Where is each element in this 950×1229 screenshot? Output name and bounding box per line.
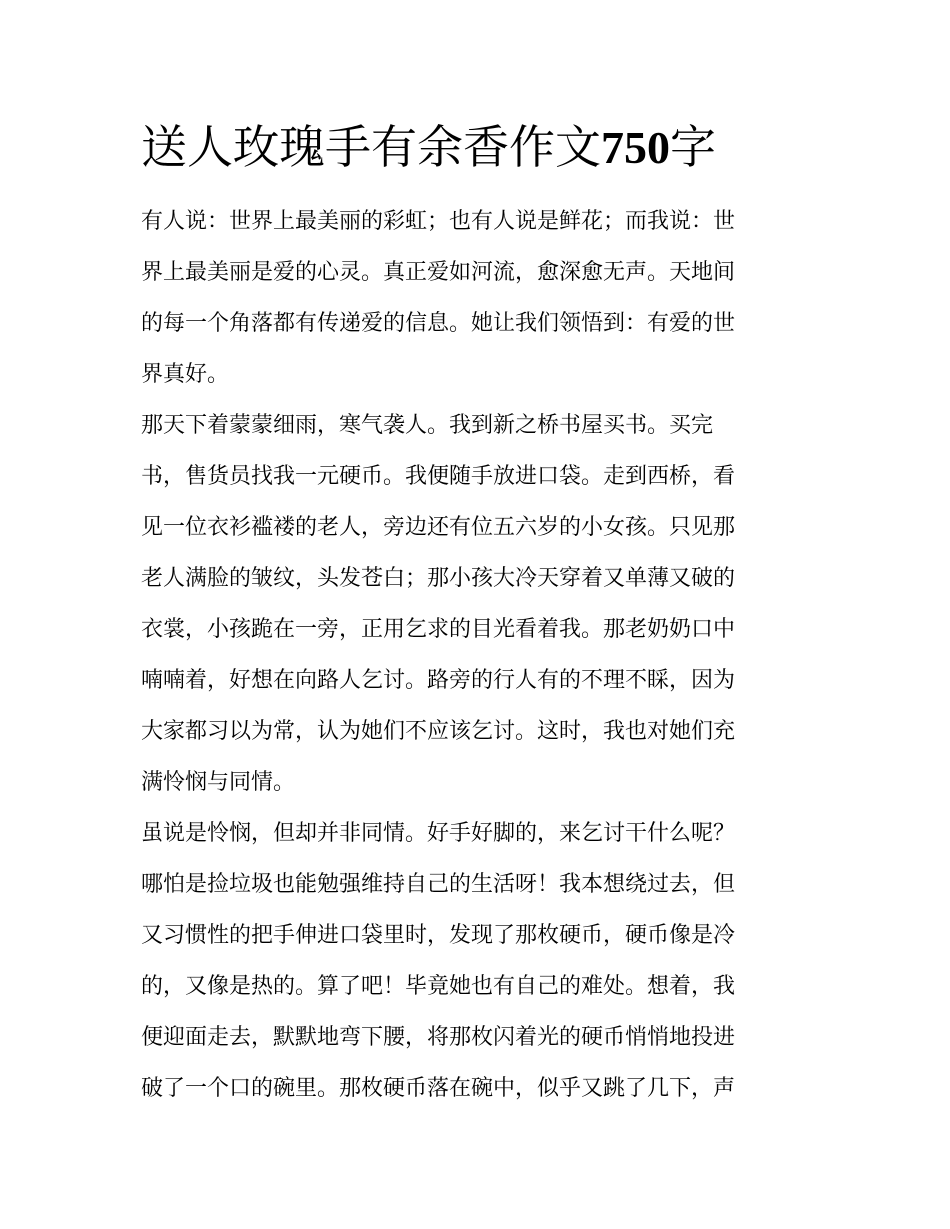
title-number: 750 <box>601 122 670 173</box>
paragraph-3 <box>141 808 811 1114</box>
text-line: 的每一个角落都有传递爱的信息。她让我们领悟到：有爱的世 <box>141 311 736 336</box>
paragraph-1 <box>141 196 811 400</box>
text-line: 界上最美丽是爱的心灵。真正爱如河流，愈深愈无声。天地间 <box>141 260 736 285</box>
text-line: 老人满脸的皱纹，头发苍白；那小孩大冷天穿着又单薄又破的 <box>141 566 736 591</box>
text-line: 那天下着蒙蒙细雨，寒气袭人。我到新之桥书屋买书。买完 <box>141 413 714 438</box>
title-main: 送人玫瑰手有余香作文 <box>141 120 601 174</box>
text-line: 喃喃着，好想在向路人乞讨。路旁的行人有的不理不睬，因为 <box>141 668 736 693</box>
text-line: 书，售货员找我一元硬币。我便随手放进口袋。走到西桥，看 <box>141 464 736 489</box>
text-line: 破了一个口的碗里。那枚硬币落在碗中，似乎又跳了几下，声 <box>141 1076 736 1101</box>
text-line: 哪怕是捡垃圾也能勉强维持自己的生活呀！我本想绕过去，但 <box>141 872 736 897</box>
text-line: 便迎面走去，默默地弯下腰，将那枚闪着光的硬币悄悄地投进 <box>141 1025 736 1050</box>
text-line: 衣裳，小孩跪在一旁，正用乞求的目光看着我。那老奶奶口中 <box>141 617 736 642</box>
text-line: 又习惯性的把手伸进口袋里时，发现了那枚硬币，硬币像是冷 <box>141 923 736 948</box>
document-title <box>141 112 716 183</box>
paragraph-2 <box>141 400 811 808</box>
text-line: 界真好。 <box>141 362 230 387</box>
text-line: 有人说：世界上最美丽的彩虹；也有人说是鲜花；而我说：世 <box>141 209 736 234</box>
title-suffix: 字 <box>670 120 716 174</box>
text-line: 大家都习以为常，认为她们不应该乞讨。这时，我也对她们充 <box>141 719 736 744</box>
text-line: 的，又像是热的。算了吧！毕竟她也有自己的难处。想着，我 <box>141 974 736 999</box>
text-line: 虽说是怜悯，但却并非同情。好手好脚的，来乞讨干什么呢？ <box>141 821 736 846</box>
document-body <box>141 196 811 1114</box>
text-line: 见一位衣衫褴褛的老人，旁边还有位五六岁的小女孩。只见那 <box>141 515 736 540</box>
text-line: 满怜悯与同情。 <box>141 770 296 795</box>
